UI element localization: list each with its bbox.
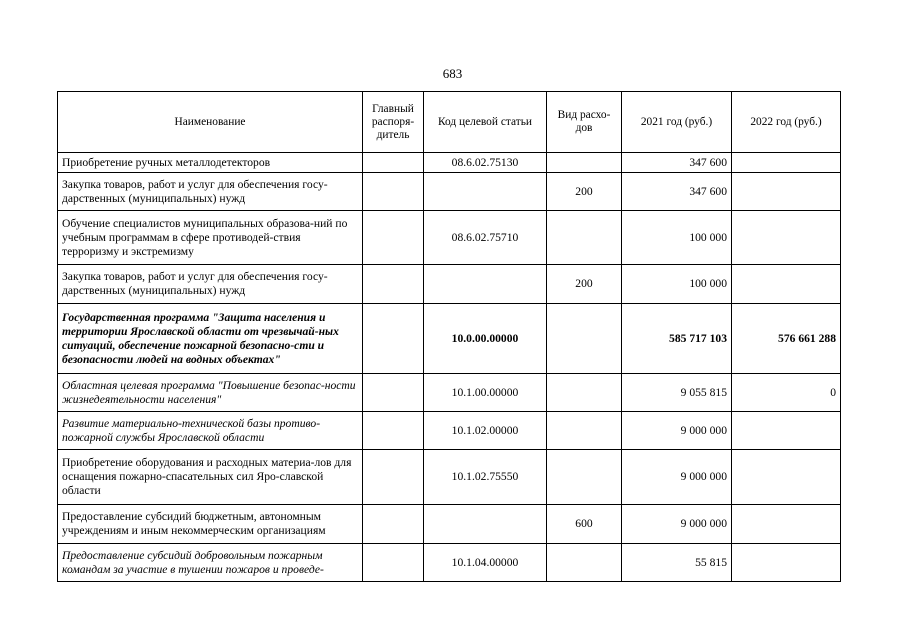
row-2021: 100 000 — [622, 211, 732, 265]
row-code: 08.6.02.75130 — [424, 153, 547, 173]
header-code: Код целевой статьи — [424, 92, 547, 153]
row-2022 — [732, 153, 841, 173]
row-name: Областная целевая программа "Повышение безопас-ности жизнедеятельности населения" — [58, 374, 363, 412]
row-2022 — [732, 544, 841, 582]
header-2021: 2021 год (руб.) — [622, 92, 732, 153]
row-manager — [363, 374, 424, 412]
row-code: 10.1.04.00000 — [424, 544, 547, 582]
table-row — [58, 412, 841, 450]
row-manager — [363, 412, 424, 450]
row-name: Приобретение оборудования и расходных материа-лов для оснащения пожарно-спасательных сил Яро-славской области — [58, 450, 363, 505]
row-2021: 347 600 — [622, 173, 732, 211]
table-row — [58, 544, 841, 582]
row-code: 10.1.02.00000 — [424, 412, 547, 450]
row-2021: 585 717 103 — [622, 304, 732, 374]
table-header-row — [58, 92, 841, 153]
table-row — [58, 211, 841, 265]
header-manager: Главный распоря-дитель — [363, 92, 424, 153]
row-2022 — [732, 173, 841, 211]
row-type — [547, 544, 622, 582]
row-manager — [363, 173, 424, 211]
row-manager — [363, 211, 424, 265]
table-row — [58, 173, 841, 211]
row-name: Государственная программа "Защита населения и территории Ярославской области от чрезвычай-ных ситуаций, обеспечение пожарной безопасно-сти и безопасности людей на водных объектах" — [58, 304, 363, 374]
row-name: Предоставление субсидий добровольным пожарным командам за участие в тушении пожаров и проведе- — [58, 544, 363, 582]
row-name: Приобретение ручных металлодетекторов — [58, 153, 363, 173]
row-2021: 9 000 000 — [622, 412, 732, 450]
row-type — [547, 374, 622, 412]
row-code — [424, 173, 547, 211]
row-2022: 0 — [732, 374, 841, 412]
row-2021: 347 600 — [622, 153, 732, 173]
row-2021: 100 000 — [622, 265, 732, 304]
row-2021: 9 055 815 — [622, 374, 732, 412]
row-manager — [363, 265, 424, 304]
header-2022: 2022 год (руб.) — [732, 92, 841, 153]
row-2021: 9 000 000 — [622, 450, 732, 505]
row-2022 — [732, 265, 841, 304]
row-code: 10.1.00.00000 — [424, 374, 547, 412]
row-name: Предоставление субсидий бюджетным, автономным учреждениям и иным некоммерческим организациям — [58, 505, 363, 544]
row-type — [547, 153, 622, 173]
table-row — [58, 265, 841, 304]
row-type: 600 — [547, 505, 622, 544]
row-type — [547, 304, 622, 374]
row-code: 08.6.02.75710 — [424, 211, 547, 265]
table-row — [58, 304, 841, 374]
row-type — [547, 211, 622, 265]
row-name: Закупка товаров, работ и услуг для обеспечения госу-дарственных (муниципальных) нужд — [58, 173, 363, 211]
row-code — [424, 505, 547, 544]
row-2022 — [732, 412, 841, 450]
row-type: 200 — [547, 173, 622, 211]
row-2022 — [732, 505, 841, 544]
header-type: Вид расхо-дов — [547, 92, 622, 153]
budget-table — [57, 91, 841, 582]
row-2022 — [732, 450, 841, 505]
row-name: Закупка товаров, работ и услуг для обеспечения госу-дарственных (муниципальных) нужд — [58, 265, 363, 304]
table-row — [58, 374, 841, 412]
row-name: Развитие материально-технической базы противо-пожарной службы Ярославской области — [58, 412, 363, 450]
row-manager — [363, 450, 424, 505]
row-manager — [363, 505, 424, 544]
table-row — [58, 153, 841, 173]
table-row — [58, 450, 841, 505]
row-2022: 576 661 288 — [732, 304, 841, 374]
row-2021: 55 815 — [622, 544, 732, 582]
row-manager — [363, 153, 424, 173]
header-name: Наименование — [58, 92, 363, 153]
row-manager — [363, 544, 424, 582]
row-manager — [363, 304, 424, 374]
row-name: Обучение специалистов муниципальных образова-ний по учебным программам в сфере противодей-ствия терроризму и экстремизму — [58, 211, 363, 265]
row-type: 200 — [547, 265, 622, 304]
row-code — [424, 265, 547, 304]
row-code: 10.1.02.75550 — [424, 450, 547, 505]
page-number: 683 — [442, 66, 463, 81]
row-2021: 9 000 000 — [622, 505, 732, 544]
row-2022 — [732, 211, 841, 265]
row-type — [547, 450, 622, 505]
row-code: 10.0.00.00000 — [424, 304, 547, 374]
row-type — [547, 412, 622, 450]
table-row — [58, 505, 841, 544]
